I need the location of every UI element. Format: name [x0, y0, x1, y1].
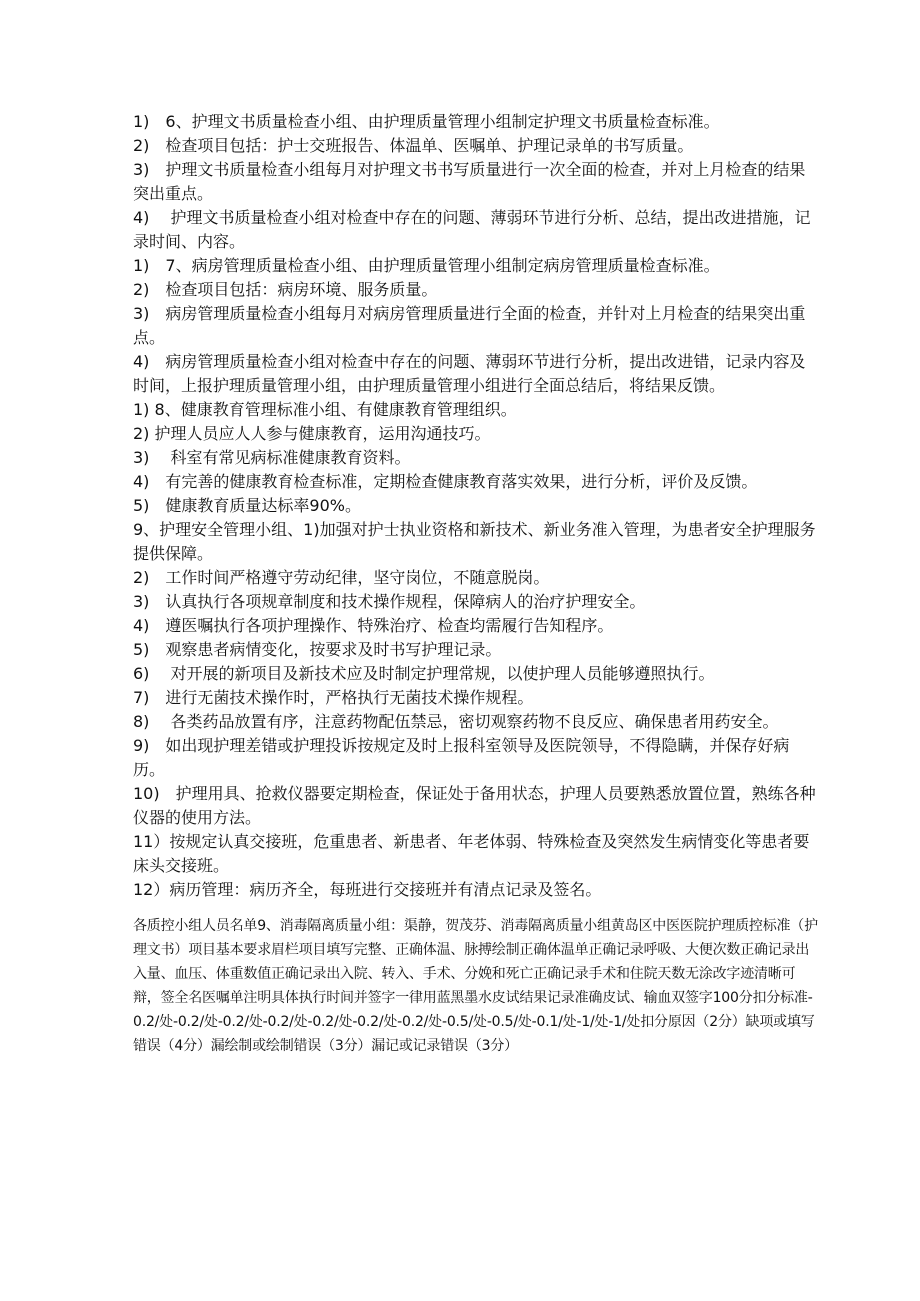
qc-standard-paragraph: 各质控小组人员名单9、消毒隔离质量小组：渠静，贺茂芬、消毒隔离质量小组黄岛区中医医院护理质控标准（护理文书）项目基本要求眉栏项目填写完整、正确体温、脉搏绘制正确体温单正确记录呼吸、大便次数正确记录出入量、血压、体重数值正确记录出入院、转入、手术、分娩和死亡正确记录手术和住院天数无涂改字迹清晰可辩，签全名医嘱单注明具体执行时间并签字一律用蓝黑墨水皮试结果记录准确皮试、输血双签字100分扣分标准-0.2/处-0.2/处-0.2/处-0.2/处-0.2/处-0.2/处-0.2/处-0.5/处-0.5/处-0.1/处-1/处-1/处扣分原因（2分）缺项或填写错误（4分）漏绘制或绘制错误（3分）漏记或记录错误（3分） [133, 918, 818, 1054]
list-item: 3) 护理文书质量检查小组每月对护理文书书写质量进行一次全面的检查，并对上月检查的结果突出重点。 [133, 160, 806, 203]
list-item: 4) 护理文书质量检查小组对检查中存在的问题、薄弱环节进行分析、总结，提出改进措施，记录时间、内容。 [133, 208, 811, 251]
list-item: 7) 进行无菌技术操作时，严格执行无菌技术操作规程。 [133, 688, 534, 707]
list-item: 4) 病房管理质量检查小组对检查中存在的问题、薄弱环节进行分析，提出改进错，记录内容及时间，上报护理质量管理小组，由护理质量管理小组进行全面总结后，将结果反馈。 [133, 352, 806, 395]
list-item: 1) 7、病房管理质量检查小组、由护理质量管理小组制定病房管理质量检查标准。 [133, 256, 720, 275]
list-item: 6) 对开展的新项目及新技术应及时制定护理常规，以使护理人员能够遵照执行。 [133, 664, 715, 683]
list-item: 5) 健康教育质量达标率90%。 [133, 496, 361, 515]
list-item: 2) 检查项目包括：病房环境、服务质量。 [133, 280, 438, 299]
list-item: 3) 认真执行各项规章制度和技术操作规程，保障病人的治疗护理安全。 [133, 592, 646, 611]
list-item: 4) 遵医嘱执行各项护理操作、特殊治疗、检查均需履行告知程序。 [133, 616, 614, 635]
list-item: 3) 科室有常见病标准健康教育资料。 [133, 448, 411, 467]
list-item: 1) 8、健康教育管理标准小组、有健康教育管理组织。 [133, 400, 517, 419]
numbered-list [133, 110, 820, 902]
list-item: 9) 如出现护理差错或护理投诉按规定及时上报科室领导及医院领导，不得隐瞒，并保存好病历。 [133, 736, 790, 779]
list-item: 5) 观察患者病情变化，按要求及时书写护理记录。 [133, 640, 502, 659]
list-item: 2) 检查项目包括：护士交班报告、体温单、医嘱单、护理记录单的书写质量。 [133, 136, 694, 155]
list-item: 12）病历管理：病历齐全，每班进行交接班并有清点记录及签名。 [133, 880, 602, 899]
list-item: 2) 工作时间严格遵守劳动纪律，坚守岗位，不随意脱岗。 [133, 568, 550, 587]
list-item: 9、护理安全管理小组、1)加强对护士执业资格和新技术、新业务准入管理，为患者安全护理服务提供保障。 [133, 520, 816, 563]
list-item: 3) 病房管理质量检查小组每月对病房管理质量进行全面的检查，并针对上月检查的结果突出重点。 [133, 304, 806, 347]
list-item: 8) 各类药品放置有序，注意药物配伍禁忌，密切观察药物不良反应、确保患者用药安全。 [133, 712, 779, 731]
list-item: 2) 护理人员应人人参与健康教育，运用沟通技巧。 [133, 424, 491, 443]
section-gap [133, 902, 820, 914]
list-item: 4) 有完善的健康教育检查标准，定期检查健康教育落实效果，进行分析，评价及反馈。 [133, 472, 758, 491]
list-item: 11）按规定认真交接班，危重患者、新患者、年老体弱、特殊检查及突然发生病情变化等患者要床头交接班。 [133, 832, 810, 875]
list-item: 10) 护理用具、抢救仪器要定期检查，保证处于备用状态，护理人员要熟悉放置位置，熟练各种仪器的使用方法。 [133, 784, 816, 827]
list-item: 1) 6、护理文书质量检查小组、由护理质量管理小组制定护理文书质量检查标准。 [133, 112, 720, 131]
